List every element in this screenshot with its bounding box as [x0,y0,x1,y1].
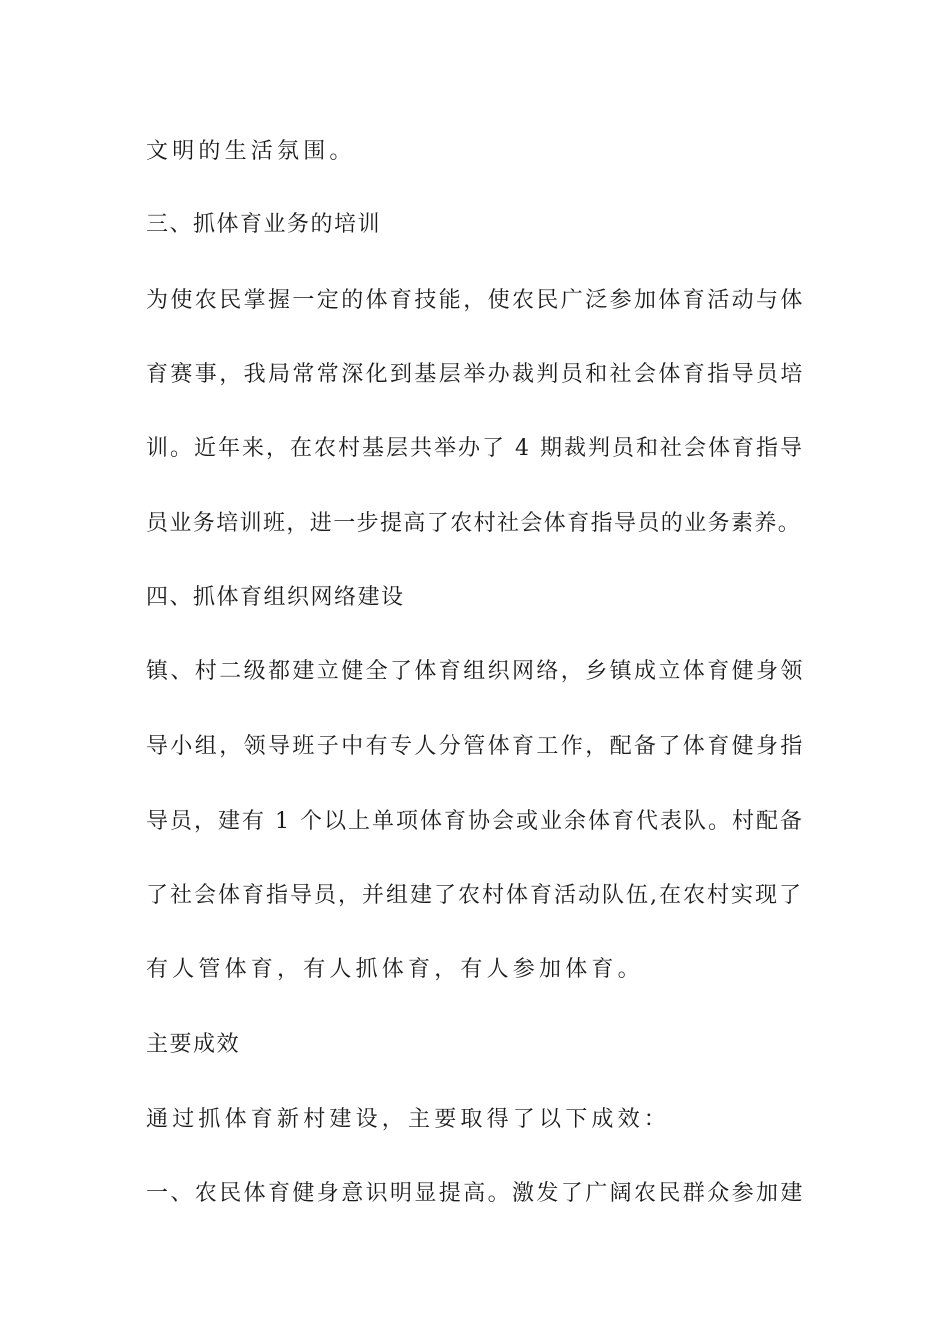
text-line: 训。近年来，在农村基层共举办了 4 期裁判员和社会体育指导 [146,436,804,461]
section-heading: 主要成效 [146,1032,241,1057]
text-line: 文明的生活氛围。 [146,139,356,164]
text-line: 育赛事，我局常常深化到基层举办裁判员和社会体育指导员培 [146,362,805,387]
text-line: 了社会体育指导员，并组建了农村体育活动队伍,在农村实现了 [146,883,803,908]
text-line: 有人管体育，有人抓体育，有人参加体育。 [146,957,644,982]
text-line: 镇、村二级都建立健全了体育组织网络，乡镇成立体育健身领 [146,659,805,684]
section-heading: 四、抓体育组织网络建设 [146,585,405,610]
text-line: 一、农民体育健身意识明显提高。激发了广阔农民群众参加建 [146,1181,805,1206]
text-line: 为使农民掌握一定的体育技能，使农民广泛参加体育活动与体 [146,288,805,313]
section-heading: 三、抓体育业务的培训 [146,212,382,237]
text-line: 通过抓体育新村建设，主要取得了以下成效： [146,1107,671,1132]
text-line: 导小组，领导班子中有专人分管体育工作，配备了体育健身指 [146,734,805,759]
text-line: 导员，建有 1 个以上单项体育协会或业余体育代表队。村配备 [146,809,804,834]
text-line: 员业务培训班，进一步提高了农村社会体育指导员的业务素养。 [146,511,802,536]
